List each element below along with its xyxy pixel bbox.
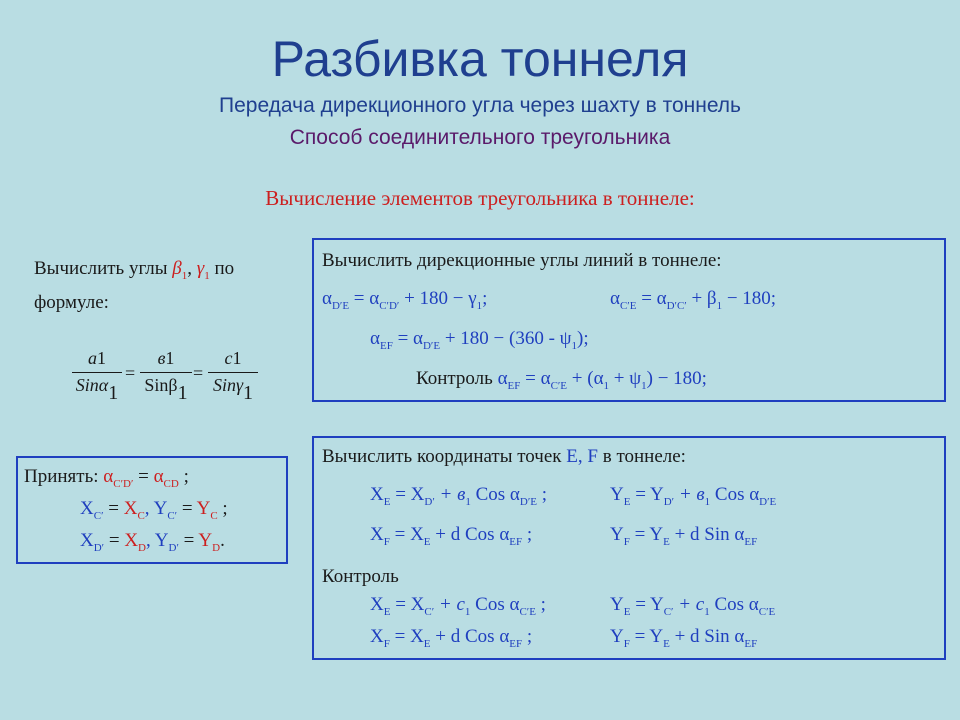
intro-text: Вычислить углы	[34, 258, 168, 279]
var: X	[370, 484, 384, 505]
sub: C′	[663, 605, 674, 618]
var: X	[370, 594, 384, 615]
beta-sub: 1	[716, 299, 723, 312]
var: Y	[610, 594, 624, 615]
sub: EF	[509, 637, 523, 650]
sub: 1	[704, 605, 710, 618]
coords-row2-right	[610, 524, 757, 548]
term: + в	[434, 484, 466, 505]
heading-text: в тоннеле:	[597, 446, 686, 467]
sub: F	[383, 535, 390, 548]
coords-row1-left	[370, 484, 547, 508]
sub: EF	[744, 535, 758, 548]
semicolon: ;	[217, 498, 228, 519]
sub: EF	[509, 535, 523, 548]
coords-row3-right	[610, 594, 775, 618]
sub: E	[623, 495, 631, 508]
psi-sub: 1	[571, 339, 578, 352]
term: + 180 − (360 - ψ	[440, 328, 572, 349]
left-intro-line1	[34, 258, 234, 282]
var-x: X	[80, 530, 94, 551]
fraction-2	[140, 348, 192, 408]
alpha-sub: CD	[163, 477, 179, 490]
alpha-sub: C′E	[619, 299, 637, 312]
var-y: , Y	[144, 498, 168, 519]
alpha: α	[322, 288, 332, 309]
alpha-sub: C′D′	[379, 299, 400, 312]
intro-text-po: по	[209, 258, 235, 279]
var-x: X	[123, 498, 138, 519]
sub: C′E	[758, 605, 776, 618]
var-x: X	[124, 530, 139, 551]
coords-row3-left	[370, 594, 546, 618]
gamma-sub: 1	[476, 299, 483, 312]
term: + d Sin α	[669, 626, 745, 647]
alpha-sub: EF	[379, 339, 393, 352]
coords-row4-left	[370, 626, 532, 650]
eq: =	[177, 498, 197, 519]
term: − 180;	[722, 288, 777, 309]
term: + c	[434, 594, 465, 615]
term: = Y	[629, 626, 664, 647]
alpha-sub: D′E	[331, 299, 350, 312]
term: = X	[389, 524, 424, 545]
points-ef: E, F	[566, 446, 598, 467]
angles-row3-control	[416, 368, 707, 392]
sub: D′	[663, 495, 675, 508]
term: ) − 180;	[646, 368, 707, 389]
alpha: α	[610, 288, 620, 309]
var: Y	[610, 524, 624, 545]
var: Y	[610, 626, 624, 647]
var: X	[370, 524, 384, 545]
term: + c	[673, 594, 705, 615]
alpha-sub: D′C′	[666, 299, 687, 312]
term: Cos α	[470, 594, 520, 615]
term: = α	[349, 288, 380, 309]
term: = α	[392, 328, 423, 349]
sub: D′E	[759, 495, 777, 508]
term: + ψ	[609, 368, 642, 389]
numerator-v-sub: 1	[165, 348, 175, 368]
coords-control-label: Контроль	[322, 566, 399, 587]
var-sub: D′	[93, 541, 105, 554]
alpha-sub: C′D′	[113, 477, 134, 490]
var-sub: C′	[93, 509, 104, 522]
alpha-sub: D′E	[422, 339, 441, 352]
term: + d Cos α	[430, 524, 510, 545]
equals-sign: =	[193, 363, 204, 383]
term: = α	[636, 288, 667, 309]
var: Y	[610, 484, 624, 505]
term: = X	[390, 594, 425, 615]
alpha-sub: EF	[507, 379, 521, 392]
term: + d Cos α	[430, 626, 510, 647]
var-sub: D	[212, 541, 221, 554]
alpha-sub: C′E	[550, 379, 568, 392]
semicolon: ;	[522, 524, 533, 545]
term: + (α	[567, 368, 604, 389]
fraction-bar	[208, 372, 258, 373]
alpha: α	[153, 466, 164, 487]
sub: 1	[464, 605, 471, 618]
coords-row1-right	[610, 484, 776, 508]
sub: E	[423, 535, 431, 548]
equals-sign: =	[125, 363, 136, 383]
term: = Y	[629, 524, 664, 545]
var-sub: D′	[168, 541, 179, 554]
accept-line3	[80, 530, 225, 554]
var-sub: D	[138, 541, 146, 554]
semicolon: ;	[536, 484, 547, 505]
sub: E	[383, 495, 391, 508]
sub: E	[663, 637, 670, 650]
denominator-sub: 1	[108, 382, 119, 404]
psi-sub: 1	[641, 379, 647, 392]
heading-text: Вычислить координаты точек	[322, 446, 567, 467]
term: = X	[389, 626, 424, 647]
period: .	[220, 530, 225, 551]
coords-heading	[322, 446, 686, 468]
var-y: Y	[196, 498, 211, 519]
sub: E	[383, 605, 391, 618]
denominator-sub: 1	[177, 382, 188, 404]
sub: E	[663, 535, 670, 548]
var-sub: C′	[167, 509, 178, 522]
sub: F	[623, 637, 630, 650]
denominator-sin-alpha: Sinα	[75, 375, 109, 395]
beta-symbol: β	[172, 258, 182, 279]
alpha: α	[103, 466, 114, 487]
slide-title: Разбивка тоннеля	[271, 31, 689, 87]
fraction-bar	[140, 372, 192, 373]
control-label: Контроль	[416, 368, 498, 389]
denominator-sub: 1	[243, 382, 254, 404]
sub: D′E	[519, 495, 537, 508]
coords-row2-left	[370, 524, 532, 548]
term: = X	[390, 484, 425, 505]
slide-subtitle: Передача дирекционного угла через шахту в тоннель	[219, 94, 741, 117]
eq: =	[178, 530, 199, 551]
term: Cos α	[710, 484, 760, 505]
comma: ,	[187, 258, 197, 279]
term: = Y	[630, 594, 664, 615]
sub: F	[623, 535, 630, 548]
sub: C′E	[519, 605, 536, 618]
var: X	[370, 626, 384, 647]
sub: E	[623, 605, 631, 618]
var-sub: C	[137, 509, 145, 522]
alpha-sub: 1	[603, 379, 610, 392]
angles-row1-left	[322, 288, 487, 312]
term: Cos α	[709, 594, 759, 615]
accept-line1	[24, 466, 189, 490]
var-y: , Y	[146, 530, 169, 551]
term: + в	[674, 484, 705, 505]
numerator-a-sub: 1	[97, 348, 106, 368]
numerator-c: c	[224, 348, 233, 368]
numerator-c-sub: 1	[232, 348, 242, 368]
semicolon: ;	[178, 466, 189, 487]
alpha: α	[370, 328, 380, 349]
term: Cos α	[470, 484, 520, 505]
eq: =	[133, 466, 154, 487]
denominator-sin-gamma: Sinγ	[212, 375, 244, 395]
var-x: X	[80, 498, 94, 519]
sub: D′	[424, 495, 435, 508]
term: + 180 − γ	[399, 288, 477, 309]
term: = α	[520, 368, 551, 389]
gamma-symbol: γ	[196, 258, 205, 279]
coords-row4-right	[610, 626, 757, 650]
semicolon: ;	[535, 594, 546, 615]
eq: =	[104, 530, 125, 551]
beta-subscript: 1	[181, 269, 188, 282]
accept-line2	[80, 498, 228, 522]
section-heading: Вычисление элементов треугольника в тоннеле:	[265, 186, 695, 210]
term: + d Sin α	[669, 524, 745, 545]
semicolon: ;	[482, 288, 488, 309]
angles-row2	[370, 328, 589, 352]
term: + β	[686, 288, 717, 309]
denominator-sin-beta: Sinβ	[144, 375, 178, 395]
var-sub: C	[210, 509, 218, 522]
sub: 1	[704, 495, 711, 508]
term: );	[577, 328, 589, 349]
fraction-bar	[72, 372, 122, 373]
eq: =	[103, 498, 124, 519]
sub: C′	[424, 605, 435, 618]
numerator-a: a	[88, 348, 97, 368]
angles-row1-right	[610, 288, 776, 312]
term: = Y	[630, 484, 664, 505]
fraction-3	[208, 348, 258, 408]
numerator-v: в	[157, 348, 166, 368]
alpha: α	[497, 368, 508, 389]
sub: E	[423, 637, 431, 650]
accept-label: Принять:	[24, 466, 104, 487]
fraction-1	[72, 348, 122, 408]
angles-heading: Вычислить дирекционные углы линий в тоннеле:	[322, 250, 722, 271]
sub: F	[383, 637, 390, 650]
sub: EF	[744, 637, 758, 650]
semicolon: ;	[522, 626, 533, 647]
gamma-subscript: 1	[204, 269, 210, 282]
left-intro-line2: формуле:	[34, 292, 109, 313]
method-subtitle: Способ соединительного треугольника	[289, 126, 671, 149]
sub: 1	[465, 495, 471, 508]
var-y: Y	[198, 530, 213, 551]
